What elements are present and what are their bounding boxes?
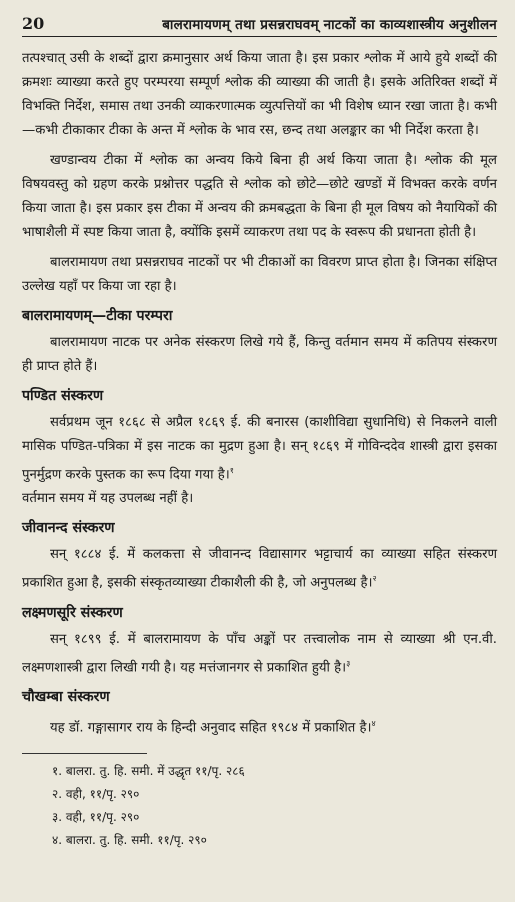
page-number: 20	[22, 14, 45, 33]
section-heading-lakshmanasuri: लक्ष्मणसूरि संस्करण	[22, 604, 123, 621]
footnote-ref: १	[229, 466, 234, 475]
section-text-chaukhamba	[22, 712, 497, 740]
section-heading-jivananda: जीवानन्द संस्करण	[22, 520, 115, 537]
footnotes	[22, 760, 497, 852]
running-header	[22, 14, 497, 37]
section-text: यह डॉ. गङ्गासागर राय के हिन्दी अनुवाद सहित १९८४ में प्रकाशित है।	[50, 720, 372, 736]
footnote-ref: ४	[371, 719, 376, 729]
section-heading-pandit: पण्डित संस्करण	[22, 388, 104, 404]
section-text: सर्वप्रथम जून १८६८ से अप्रैल १८६९ ई. की बनारस (काशीविद्या सुधानिधि) से निकलने वाली मासिक पण्डित-पत्रिका में इस नाटक का मुद्रण हुआ है। सन् १८६९ में गोविन्ददेव शास्त्री द्वारा इसका पुनर्मुद्रण करके पुस्तक का रूप दिया गया है।	[22, 415, 497, 483]
footnote-ref: ३	[346, 658, 351, 668]
paragraph-3: बालरामायण तथा प्रसन्नराघव नाटकों पर भी टीकाओं का विवरण प्राप्त होता है। जिनका संक्षिप्त उल्लेख यहाँ पर किया जा रहा है।	[22, 255, 497, 294]
footnote-ref: २	[372, 574, 377, 584]
section-heading-tika-parampara: बालरामायणम्—टीका परम्परा	[22, 308, 173, 324]
section-heading-chaukhamba: चौखम्बा संस्करण	[22, 689, 110, 706]
section-text: सन् १८८४ ई. में कलकत्ता से जीवानन्द विद्यासागर भट्टाचार्य का व्याख्या सहित संस्करण प्रकाशित हुआ है, इसकी संस्कृतव्याख्या टीकाशैली की है, जो अनुपलब्ध है।	[22, 547, 497, 591]
footnote-1: १. बालरा. तु. हि. समी. में उद्धृत ११/पृ. २८६	[52, 763, 245, 778]
section-text: बालरामायण नाटक पर अनेक संस्करण लिखे गये हैं, किन्तु वर्तमान समय में कतिपय संस्करण ही प्राप्त होते हैं।	[22, 335, 497, 374]
section-text-tika-parampara	[22, 331, 497, 379]
section-text-lakshmanasuri	[22, 628, 497, 680]
paragraph-1: तत्पश्चात् उसी के शब्दों द्वारा क्रमानुसार अर्थ किया जाता है। इस प्रकार श्लोक में आये हुये शब्दों की क्रमशः व्याख्या करते हुए परम्परया सम्पूर्ण श्लोक की व्याख्या की जाती है। इसके अतिरिक्त शब्दों में विभक्ति निर्देश, समास तथा उनकी व्याकरणात्मक व्युत्पत्तियों का भी विशेष ध्यान रखा जाता है। कभी—कभी टीकाकार टीका के अन्त में श्लोक के भाव रस, छन्द तथा अलङ्कार का भी निर्देश करता है।	[22, 51, 497, 138]
footnote-divider	[22, 753, 147, 754]
running-title: बालरामायणम् तथा प्रसन्नराघवम् नाटकों का काव्यशास्त्रीय अनुशीलन	[162, 17, 497, 33]
section-text-pandit	[22, 411, 497, 487]
footnote-3: ३. वही, ११/पृ. २९०	[52, 809, 140, 824]
section-tail-pandit: वर्तमान समय में यह उपलब्ध नहीं है।	[22, 491, 194, 507]
section-text: सन् १८९९ ई. में बालरामायण के पाँच अङ्कों पर तत्त्वालोक नाम से व्याख्या श्री एन.वी. लक्ष्मणशास्त्री द्वारा लिखी गयी है। यह मत्तंजानगर से प्रकाशित हुयी है।	[22, 631, 497, 676]
footnote-4: ४. बालरा. तु. हि. समी. ११/पृ. २९०	[52, 832, 207, 847]
paragraph-2: खण्डान्वय टीका में श्लोक का अन्वय किये बिना ही अर्थ किया जाता है। श्लोक की मूल विषयवस्तु को ग्रहण करके प्रश्नोत्तर पद्धति से श्लोक को छोटे—छोटे खण्डों में विभक्त करके वर्णन किया जाता है। इस प्रकार इस टीका में अन्वय की क्रमबद्धता के बिना ही मूल विषय को नैयायिकों की भाषाशैली में स्पष्ट किया जाता है, क्योंकि इसमें व्याकरण तथा पद के स्वरूप की प्रधानता होती है।	[22, 153, 497, 240]
section-text-jivananda	[22, 543, 497, 595]
footnote-2: २. वही, ११/पृ. २९०	[52, 786, 140, 801]
